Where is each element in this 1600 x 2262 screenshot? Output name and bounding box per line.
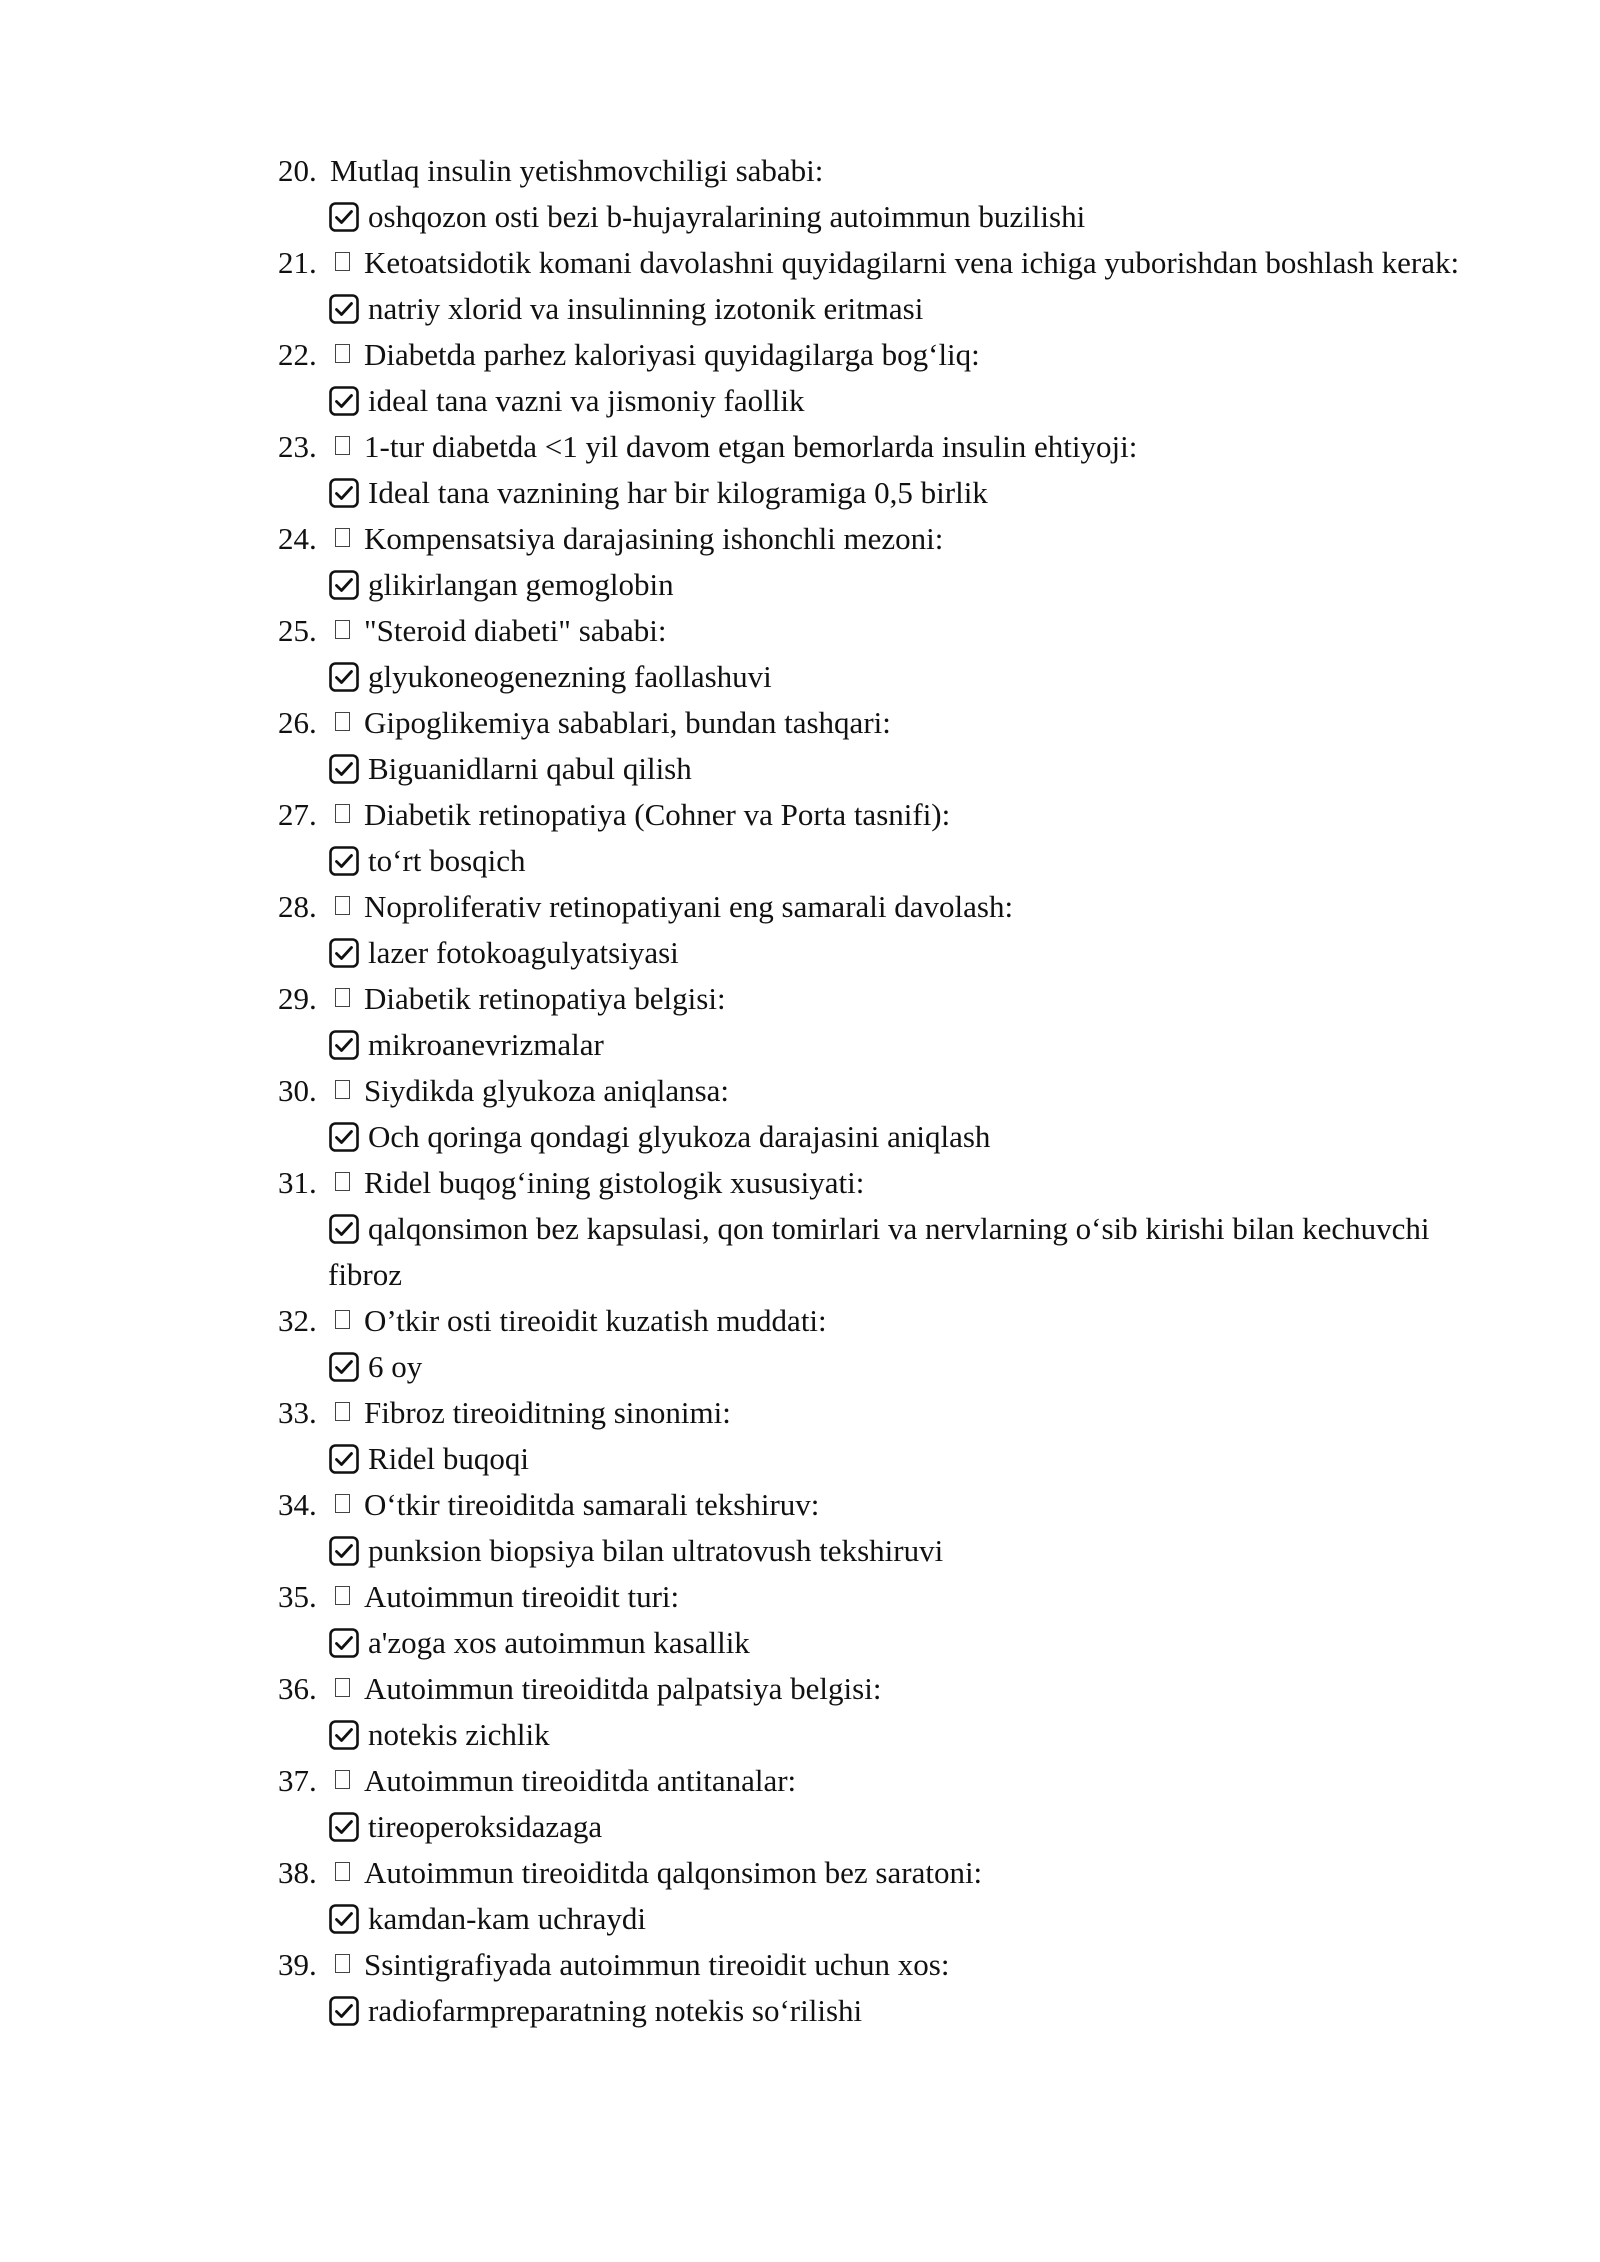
question-text: Gipoglikemiya sabablari, bundan tashqari: [364, 705, 891, 740]
placeholder-box-icon [335, 1770, 350, 1789]
answer-text: punksion biopsiya bilan ultratovush tekshiruvi [368, 1533, 944, 1568]
answer-text: glikirlangan gemoglobin [368, 567, 674, 602]
answer-line [278, 1528, 1478, 1574]
answer-line [278, 378, 1478, 424]
checked-checkbox-icon [328, 477, 360, 509]
answer-line [278, 1022, 1478, 1068]
answer-line [278, 838, 1478, 884]
question-line [278, 1666, 1478, 1712]
answer-line [278, 1344, 1478, 1390]
answer-line [278, 1896, 1478, 1942]
question-number: 36. [278, 1671, 317, 1706]
answer-text: lazer fotokoagulyatsiyasi [368, 935, 679, 970]
checked-checkbox-icon [328, 1351, 360, 1383]
question-text: Autoimmun tireoiditda antitanalar: [364, 1763, 797, 1798]
question-number: 20. [278, 153, 317, 188]
answer-text: notekis zichlik [368, 1717, 550, 1752]
question-number: 33. [278, 1395, 317, 1430]
question-line [278, 1758, 1478, 1804]
question-text: Ridel buqog‘ining gistologik xususiyati: [364, 1165, 865, 1200]
question-number: 24. [278, 521, 317, 556]
question-number: 29. [278, 981, 317, 1016]
question-line [278, 240, 1478, 286]
placeholder-box-icon [335, 1862, 350, 1881]
answer-line [278, 562, 1478, 608]
placeholder-box-icon [335, 1080, 350, 1099]
question-text: Kompensatsiya darajasining ishonchli mezoni: [364, 521, 944, 556]
placeholder-box-icon [335, 1494, 350, 1513]
question-number: 37. [278, 1763, 317, 1798]
question-text: Diabetik retinopatiya belgisi: [364, 981, 726, 1016]
answer-line [278, 930, 1478, 976]
placeholder-box-icon [335, 1402, 350, 1421]
placeholder-box-icon [335, 896, 350, 915]
question-line [278, 1160, 1478, 1206]
checked-checkbox-icon [328, 293, 360, 325]
question-line [278, 1068, 1478, 1114]
checked-checkbox-icon [328, 1213, 360, 1245]
answer-text: qalqonsimon bez kapsulasi, qon tomirlari va nervlarning o‘sib kirishi bilan kechuvchi fibroz [328, 1211, 1430, 1292]
placeholder-box-icon [335, 1954, 350, 1973]
answer-line [278, 1206, 1478, 1298]
question-item [278, 1298, 1478, 1390]
checked-checkbox-icon [328, 201, 360, 233]
placeholder-box-icon [335, 252, 350, 271]
question-line [278, 1850, 1478, 1896]
question-text: Ketoatsidotik komani davolashni quyidagilarni vena ichiga yuborishdan boshlash kerak: [364, 245, 1460, 280]
checked-checkbox-icon [328, 569, 360, 601]
placeholder-box-icon [335, 712, 350, 731]
question-line [278, 1942, 1478, 1988]
question-item [278, 1666, 1478, 1758]
question-item [278, 148, 1478, 240]
placeholder-box-icon [335, 1172, 350, 1191]
question-item [278, 240, 1478, 332]
question-item [278, 792, 1478, 884]
question-line [278, 1390, 1478, 1436]
question-item [278, 332, 1478, 424]
answer-line [278, 746, 1478, 792]
question-text: Mutlaq insulin yetishmovchiligi sababi: [330, 153, 824, 188]
question-line [278, 884, 1478, 930]
checked-checkbox-icon [328, 661, 360, 693]
question-text: Fibroz tireoiditning sinonimi: [364, 1395, 731, 1430]
answer-line [278, 286, 1478, 332]
placeholder-box-icon [335, 436, 350, 455]
question-line [278, 1574, 1478, 1620]
answer-text: Ridel buqoqi [368, 1441, 530, 1476]
placeholder-box-icon [335, 1678, 350, 1697]
question-item [278, 1942, 1478, 2034]
checked-checkbox-icon [328, 1535, 360, 1567]
checked-checkbox-icon [328, 1903, 360, 1935]
answer-text: radiofarmpreparatning notekis so‘rilishi [368, 1993, 863, 2028]
question-list [278, 148, 1478, 2034]
question-number: 30. [278, 1073, 317, 1108]
question-line [278, 1298, 1478, 1344]
placeholder-box-icon [335, 1586, 350, 1605]
answer-text: ideal tana vazni va jismoniy faollik [368, 383, 805, 418]
question-item [278, 1390, 1478, 1482]
question-text: Diabetda parhez kaloriyasi quyidagilarga bog‘liq: [364, 337, 980, 372]
placeholder-box-icon [335, 804, 350, 823]
checked-checkbox-icon [328, 1719, 360, 1751]
question-item [278, 1160, 1478, 1298]
answer-line [278, 1988, 1478, 2034]
placeholder-box-icon [335, 528, 350, 547]
question-text: "Steroid diabeti" sababi: [364, 613, 667, 648]
answer-text: to‘rt bosqich [368, 843, 526, 878]
question-item [278, 1574, 1478, 1666]
question-item [278, 1850, 1478, 1942]
question-item [278, 608, 1478, 700]
question-number: 23. [278, 429, 317, 464]
checked-checkbox-icon [328, 1443, 360, 1475]
question-text: 1-tur diabetda <1 yil davom etgan bemorlarda insulin ehtiyoji: [364, 429, 1138, 464]
question-line [278, 608, 1478, 654]
placeholder-box-icon [335, 1310, 350, 1329]
answer-text: a'zoga xos autoimmun kasallik [368, 1625, 750, 1660]
question-item [278, 976, 1478, 1068]
checked-checkbox-icon [328, 845, 360, 877]
question-number: 25. [278, 613, 317, 648]
question-number: 22. [278, 337, 317, 372]
answer-line [278, 654, 1478, 700]
question-number: 35. [278, 1579, 317, 1614]
question-text: Siydikda glyukoza aniqlansa: [364, 1073, 730, 1108]
question-line [278, 792, 1478, 838]
question-number: 38. [278, 1855, 317, 1890]
question-item [278, 1482, 1478, 1574]
answer-line [278, 1804, 1478, 1850]
question-number: 28. [278, 889, 317, 924]
checked-checkbox-icon [328, 753, 360, 785]
question-number: 21. [278, 245, 317, 280]
question-text: Autoimmun tireoiditda palpatsiya belgisi: [364, 1671, 882, 1706]
checked-checkbox-icon [328, 1121, 360, 1153]
answer-line [278, 470, 1478, 516]
question-number: 26. [278, 705, 317, 740]
placeholder-box-icon [335, 988, 350, 1007]
checked-checkbox-icon [328, 1995, 360, 2027]
question-item [278, 516, 1478, 608]
question-line [278, 976, 1478, 1022]
question-text: O‘tkir tireoiditda samarali tekshiruv: [364, 1487, 820, 1522]
question-line [278, 516, 1478, 562]
question-line [278, 332, 1478, 378]
answer-text: glyukoneogenezning faollashuvi [368, 659, 772, 694]
question-line [278, 1482, 1478, 1528]
question-line [278, 700, 1478, 746]
question-number: 27. [278, 797, 317, 832]
answer-line [278, 1436, 1478, 1482]
answer-text: tireoperoksidazaga [368, 1809, 603, 1844]
checked-checkbox-icon [328, 1811, 360, 1843]
question-item [278, 884, 1478, 976]
answer-text: Ideal tana vaznining har bir kilogramiga 0,5 birlik [368, 475, 988, 510]
question-line [278, 148, 1478, 194]
answer-line [278, 194, 1478, 240]
checked-checkbox-icon [328, 1627, 360, 1659]
answer-text: oshqozon osti bezi b-hujayralarining autoimmun buzilishi [368, 199, 1086, 234]
question-item [278, 1068, 1478, 1160]
question-text: Ssintigrafiyada autoimmun tireoidit uchun xos: [364, 1947, 950, 1982]
question-line [278, 424, 1478, 470]
checked-checkbox-icon [328, 385, 360, 417]
answer-line [278, 1712, 1478, 1758]
answer-line [278, 1114, 1478, 1160]
placeholder-box-icon [335, 620, 350, 639]
question-text: Diabetik retinopatiya (Cohner va Porta tasnifi): [364, 797, 951, 832]
answer-text: kamdan-kam uchraydi [368, 1901, 647, 1936]
checked-checkbox-icon [328, 937, 360, 969]
placeholder-box-icon [335, 344, 350, 363]
question-number: 39. [278, 1947, 317, 1982]
question-item [278, 700, 1478, 792]
answer-text: 6 oy [368, 1349, 423, 1384]
question-text: Noproliferativ retinopatiyani eng samarali davolash: [364, 889, 1014, 924]
question-item [278, 424, 1478, 516]
answer-line [278, 1620, 1478, 1666]
question-number: 34. [278, 1487, 317, 1522]
checked-checkbox-icon [328, 1029, 360, 1061]
question-text: O’tkir osti tireoidit kuzatish muddati: [364, 1303, 827, 1338]
question-text: Autoimmun tireoidit turi: [364, 1579, 680, 1614]
question-item [278, 1758, 1478, 1850]
question-number: 31. [278, 1165, 317, 1200]
question-number: 32. [278, 1303, 317, 1338]
answer-text: Biguanidlarni qabul qilish [368, 751, 692, 786]
answer-text: Och qoringa qondagi glyukoza darajasini aniqlash [368, 1119, 991, 1154]
answer-text: natriy xlorid va insulinning izotonik eritmasi [368, 291, 924, 326]
question-text: Autoimmun tireoiditda qalqonsimon bez saratoni: [364, 1855, 983, 1890]
answer-text: mikroanevrizmalar [368, 1027, 604, 1062]
